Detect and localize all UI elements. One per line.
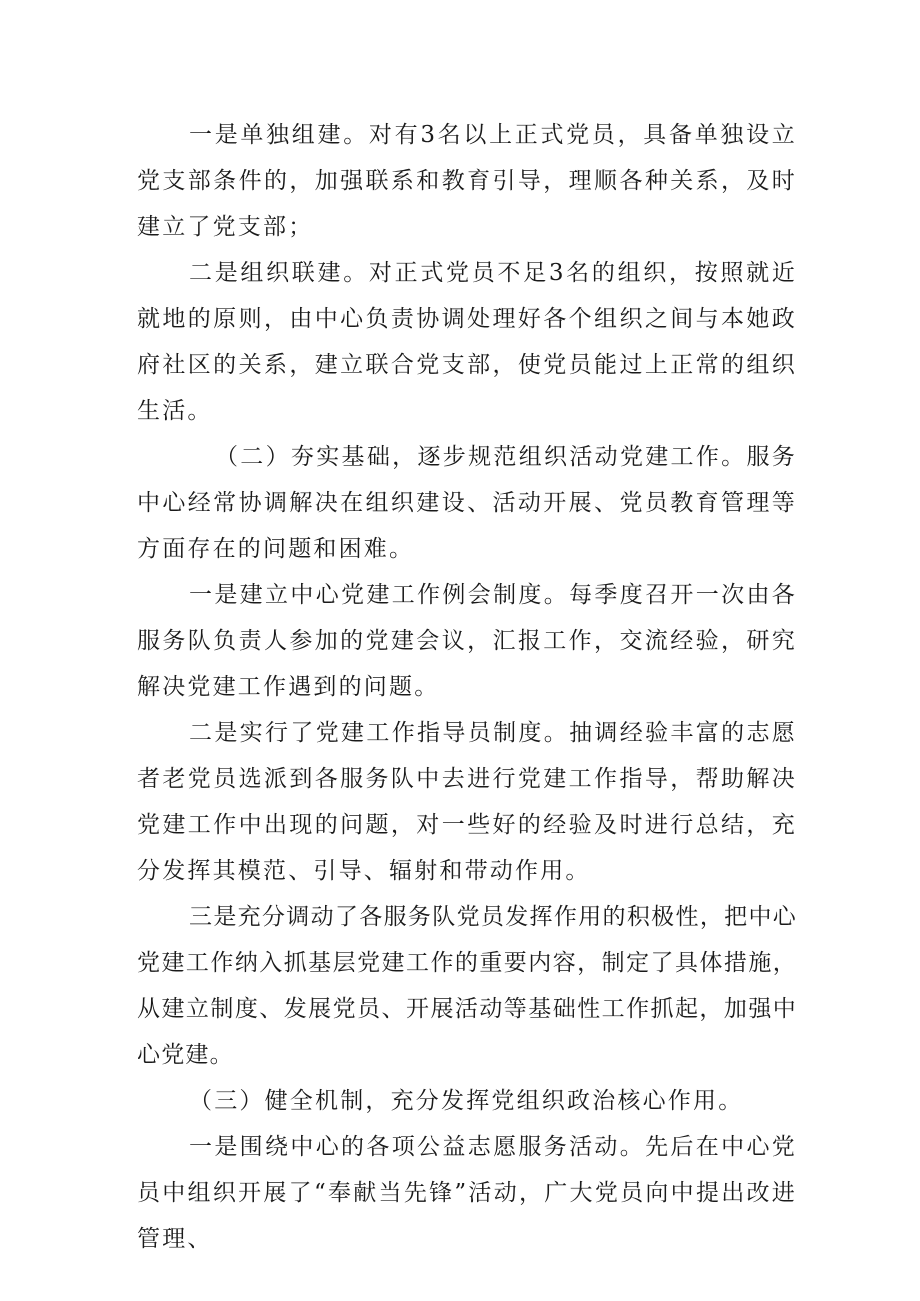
paragraph-1: 一是单独组建。对有3名以上正式党员，具备单独设立党支部条件的，加强联系和教育引导，理顺各种关系，及时建立了党支部； <box>137 122 797 240</box>
paragraph-6: 三是充分调动了各服务队党员发挥作用的积极性，把中心党建工作纳入抓基层党建工作的重要内容，制定了具体措施，从建立制度、发展党员、开展活动等基础性工作抓起，加强中心党建。 <box>137 904 797 1068</box>
paragraph-5: 二是实行了党建工作指导员制度。抽调经验丰富的志愿者老党员选派到各服务队中去进行党建工作指导，帮助解决党建工作中出现的问题，对一些好的经验及时进行总结，充分发挥其模范、引导、辐射和带动作用。 <box>137 720 797 884</box>
paragraph-8: 一是围绕中心的各项公益志愿服务活动。先后在中心党员中组织开展了“奉献当先锋”活动，广大党员向中提出改进管理、 <box>137 1134 797 1252</box>
paragraph-4: 一是建立中心党建工作例会制度。每季度召开一次由各服务队负责人参加的党建会议，汇报工作，交流经验，研究解决党建工作遇到的问题。 <box>137 582 797 700</box>
document-body <box>137 112 797 1262</box>
paragraph-7-section-heading: （三）健全机制，充分发挥党组织政治核心作用。 <box>189 1088 744 1114</box>
paragraph-2: 二是组织联建。对正式党员不足3名的组织，按照就近就地的原则，由中心负责协调处理好各个组织之间与本她政府社区的关系，建立联合党支部，使党员能过上正常的组织生活。 <box>137 260 797 424</box>
paragraph-3-section-heading: （二）夯实基础，逐步规范组织活动党建工作。服务中心经常协调解决在组织建设、活动开展、党员教育管理等方面存在的问题和困难。 <box>137 444 797 562</box>
